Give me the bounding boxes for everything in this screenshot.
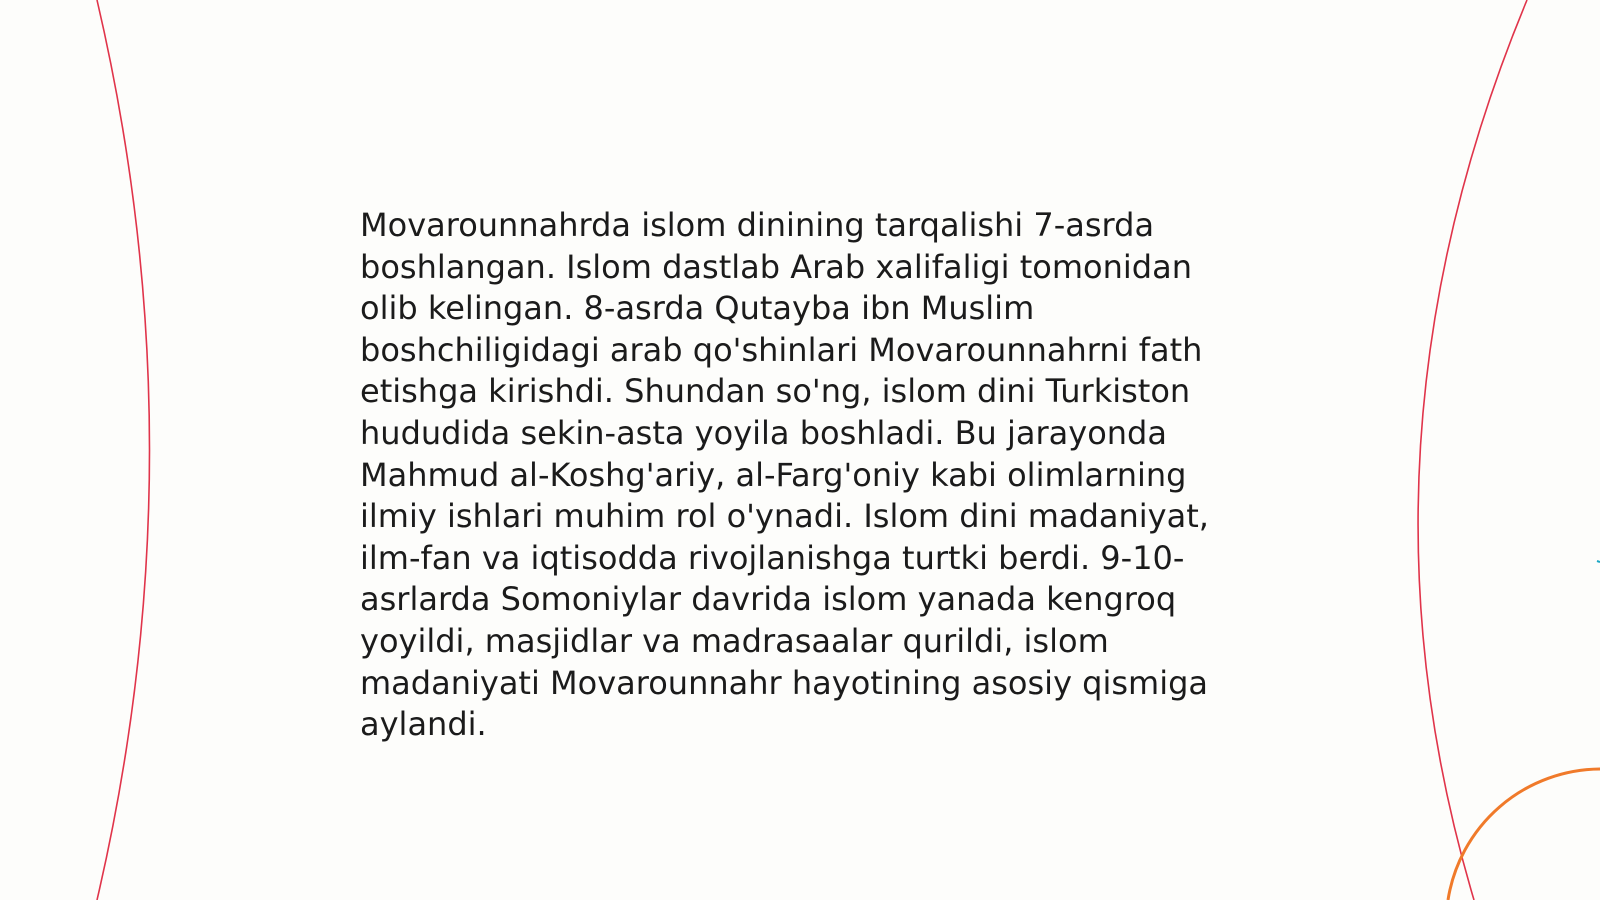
slide-body-text: Movarounnahrda islom dinining tarqalishi 7-asrda boshlangan. Islom dastlab Arab xalifaligi tomonidan olib kelingan. 8-asrda Qutayba ibn Muslim boshchiligidagi arab qo'shinlari Movarounnahrni fath etishga kirishdi. Shundan so'ng, islom dini Turkiston hududida sekin-asta yoyila boshladi. Bu jarayonda Mahmud al-Koshg'ariy, al-Farg'oniy kabi olimlarning ilmiy ishlari muhim rol o'ynadi. Islom dini madaniyat, ilm-fan va iqtisodda rivojlanishga turtki berdi. 9-10- asrlarda Somoniylar davrida islom yanada kengroq yoyildi, masjidlar va madrasaalar qurildi, islom madaniyati Movarounnahr hayotining asosiy qismiga aylandi. — [360, 206, 1209, 744]
orange-circle-arc — [1448, 769, 1600, 900]
right-red-arc — [1418, 0, 1527, 900]
left-red-arc — [97, 0, 150, 900]
